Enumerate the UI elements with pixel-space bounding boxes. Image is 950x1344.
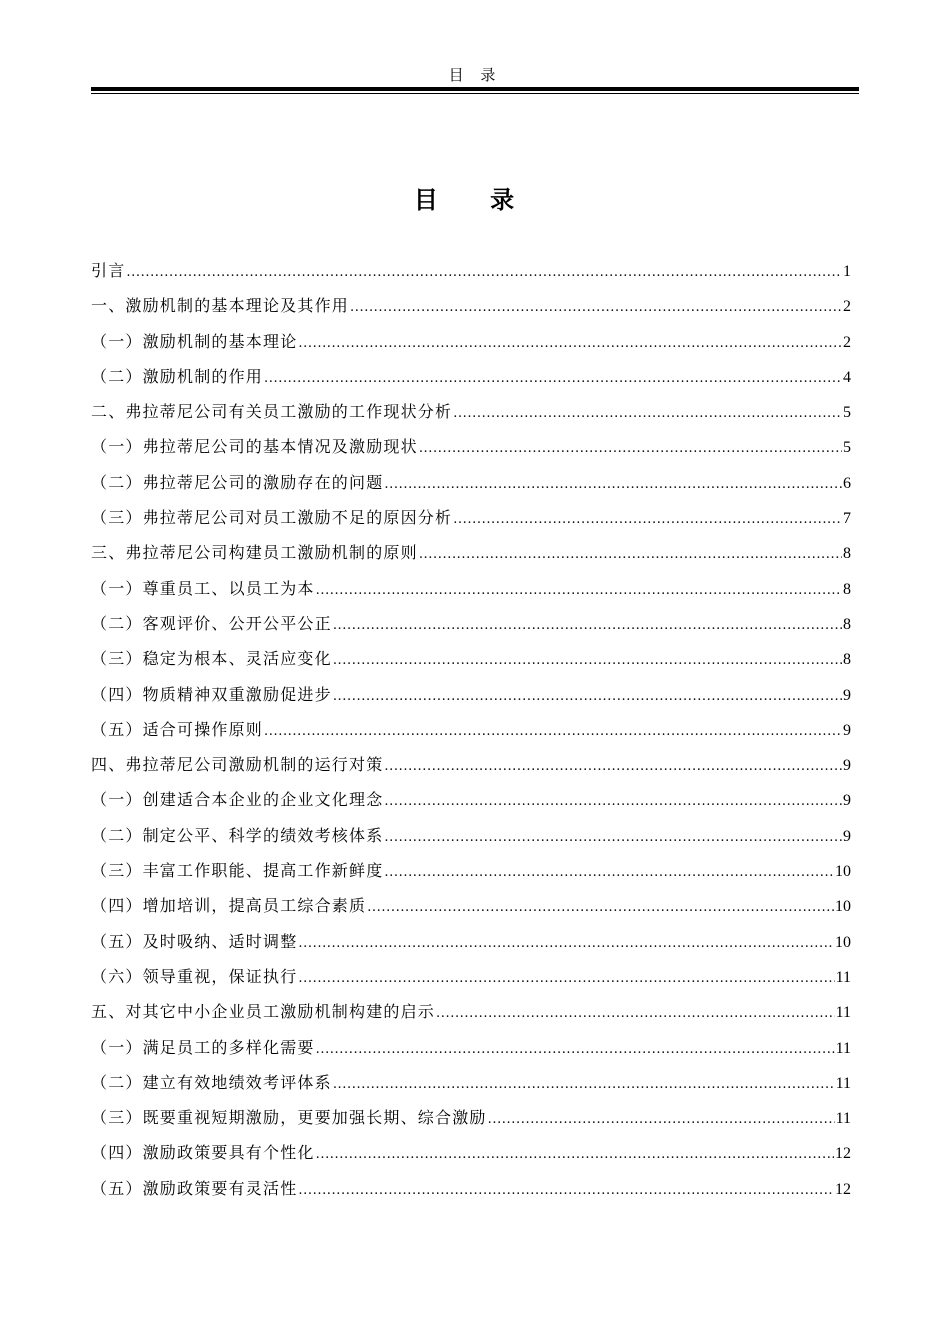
toc-entry-page-number: 9 <box>843 792 851 810</box>
toc-entry-page-number: 5 <box>843 404 851 422</box>
toc-leader-dots <box>126 258 842 286</box>
toc-entry-page-number: 2 <box>843 298 851 316</box>
toc-entry-label: （五）及时吸纳、适时调整 <box>91 931 298 951</box>
toc-entry[interactable] <box>91 929 851 964</box>
toc-entry[interactable] <box>91 399 851 434</box>
toc-leader-dots <box>436 999 835 1027</box>
toc-entry-label: 五、对其它中小企业员工激励机制构建的启示 <box>91 1002 436 1022</box>
toc-entry-label: （一）创建适合本企业的企业文化理念 <box>91 790 384 810</box>
toc-entry-label: 三、弗拉蒂尼公司构建员工激励机制的原则 <box>91 543 418 563</box>
toc-entry[interactable] <box>91 258 851 293</box>
toc-entry[interactable] <box>91 717 851 752</box>
toc-entry[interactable] <box>91 364 851 399</box>
running-header: 目 录 <box>448 66 502 84</box>
toc-entry-page-number: 12 <box>835 1180 851 1198</box>
toc-entry[interactable] <box>91 611 851 646</box>
toc-entry[interactable] <box>91 540 851 575</box>
toc-leader-dots <box>264 364 842 392</box>
toc-entry-page-number: 8 <box>843 651 851 669</box>
toc-entry-label: 一、激励机制的基本理论及其作用 <box>91 296 350 316</box>
toc-entry-label: （二）客观评价、公开公平公正 <box>91 613 332 633</box>
toc-entry[interactable] <box>91 646 851 681</box>
toc-leader-dots <box>453 505 842 533</box>
toc-entry[interactable] <box>91 999 851 1034</box>
toc-entry-label: 二、弗拉蒂尼公司有关员工激励的工作现状分析 <box>91 402 453 422</box>
toc-entry-page-number: 11 <box>835 968 851 986</box>
toc-entry-page-number: 9 <box>843 686 851 704</box>
toc-leader-dots <box>316 1140 834 1168</box>
toc-entry[interactable] <box>91 858 851 893</box>
toc-entry[interactable] <box>91 1176 851 1211</box>
toc-entry-page-number: 8 <box>843 545 851 563</box>
header-rule-thin <box>91 93 859 94</box>
toc-entry-label: （四）激励政策要具有个性化 <box>91 1143 315 1163</box>
toc-leader-dots <box>419 540 842 568</box>
toc-entry-label: （三）丰富工作职能、提高工作新鲜度 <box>91 861 384 881</box>
toc-entry-page-number: 1 <box>843 263 851 280</box>
toc-leader-dots <box>333 682 842 710</box>
toc-entry-page-number: 5 <box>843 439 851 457</box>
toc-entry-page-number: 11 <box>835 1074 851 1092</box>
toc-entry[interactable] <box>91 893 851 928</box>
toc-entry-label: 四、弗拉蒂尼公司激励机制的运行对策 <box>91 755 384 775</box>
toc-leader-dots <box>298 964 834 992</box>
toc-leader-dots <box>333 611 842 639</box>
toc-entry-label: （六）领导重视，保证执行 <box>91 966 298 986</box>
toc-entry[interactable] <box>91 576 851 611</box>
toc-entry[interactable] <box>91 787 851 822</box>
toc-entry-label: （四）增加培训，提高员工综合素质 <box>91 896 367 916</box>
toc-entry-label: （一）弗拉蒂尼公司的基本情况及激励现状 <box>91 437 418 457</box>
toc-entry-page-number: 10 <box>835 863 851 881</box>
toc-entry-label: 引言 <box>91 261 126 280</box>
toc-entry-page-number: 12 <box>835 1145 851 1163</box>
toc-entry-label: （三）既要重视短期激励，更要加强长期、综合激励 <box>91 1108 487 1128</box>
toc-leader-dots <box>367 893 834 921</box>
toc-entry[interactable] <box>91 1070 851 1105</box>
toc-entry[interactable] <box>91 293 851 328</box>
toc-entry-label: （二）建立有效地绩效考评体系 <box>91 1072 332 1092</box>
toc-leader-dots <box>298 329 842 357</box>
toc-entry[interactable] <box>91 752 851 787</box>
toc-leader-dots <box>350 293 842 321</box>
toc-entry-label: （三）弗拉蒂尼公司对员工激励不足的原因分析 <box>91 508 453 528</box>
toc-entry-label: （五）激励政策要有灵活性 <box>91 1178 298 1198</box>
toc-leader-dots <box>384 752 842 780</box>
toc-entry-label: （一）满足员工的多样化需要 <box>91 1037 315 1057</box>
toc-leader-dots <box>384 470 842 498</box>
toc-entry-label: （二）制定公平、科学的绩效考核体系 <box>91 825 384 845</box>
toc-entry-label: （一）尊重员工、以员工为本 <box>91 578 315 598</box>
table-of-contents <box>91 258 851 1211</box>
toc-entry[interactable] <box>91 1035 851 1070</box>
toc-entry-label: （二）激励机制的作用 <box>91 366 264 386</box>
toc-entry[interactable] <box>91 682 851 717</box>
toc-entry[interactable] <box>91 1140 851 1175</box>
toc-entry-label: （五）适合可操作原则 <box>91 719 264 739</box>
toc-leader-dots <box>384 823 842 851</box>
toc-entry-page-number: 11 <box>835 1004 851 1022</box>
toc-leader-dots <box>316 576 842 604</box>
toc-entry-page-number: 8 <box>843 580 851 598</box>
toc-entry-label: （二）弗拉蒂尼公司的激励存在的问题 <box>91 472 384 492</box>
toc-leader-dots <box>453 399 842 427</box>
toc-entry-page-number: 9 <box>843 827 851 845</box>
toc-leader-dots <box>333 646 842 674</box>
toc-entry[interactable] <box>91 505 851 540</box>
toc-entry-page-number: 11 <box>835 1110 851 1128</box>
toc-leader-dots <box>298 929 834 957</box>
header-rule-thick <box>91 87 859 91</box>
toc-leader-dots <box>384 858 834 886</box>
toc-entry-page-number: 9 <box>843 721 851 739</box>
toc-leader-dots <box>264 717 842 745</box>
toc-entry-page-number: 10 <box>835 933 851 951</box>
toc-entry-page-number: 10 <box>835 898 851 916</box>
toc-leader-dots <box>333 1070 835 1098</box>
toc-leader-dots <box>488 1105 835 1133</box>
page-title: 目 录 <box>413 186 537 214</box>
toc-entry-label: （四）物质精神双重激励促进步 <box>91 684 332 704</box>
toc-entry[interactable] <box>91 1105 851 1140</box>
toc-entry-label: （一）激励机制的基本理论 <box>91 331 298 351</box>
toc-entry-page-number: 9 <box>843 757 851 775</box>
toc-leader-dots <box>384 787 842 815</box>
toc-entry-page-number: 8 <box>843 615 851 633</box>
toc-entry-page-number: 11 <box>835 1039 851 1057</box>
toc-entry-page-number: 7 <box>843 510 851 528</box>
toc-leader-dots <box>298 1176 834 1204</box>
toc-entry-page-number: 4 <box>843 368 851 386</box>
toc-leader-dots <box>316 1035 835 1063</box>
toc-leader-dots <box>419 434 842 462</box>
toc-entry-page-number: 2 <box>843 333 851 351</box>
toc-entry[interactable] <box>91 823 851 858</box>
toc-entry[interactable] <box>91 434 851 469</box>
toc-entry-label: （三）稳定为根本、灵活应变化 <box>91 649 332 669</box>
toc-entry[interactable] <box>91 329 851 364</box>
toc-entry-page-number: 6 <box>843 474 851 492</box>
toc-entry[interactable] <box>91 964 851 999</box>
toc-entry[interactable] <box>91 470 851 505</box>
